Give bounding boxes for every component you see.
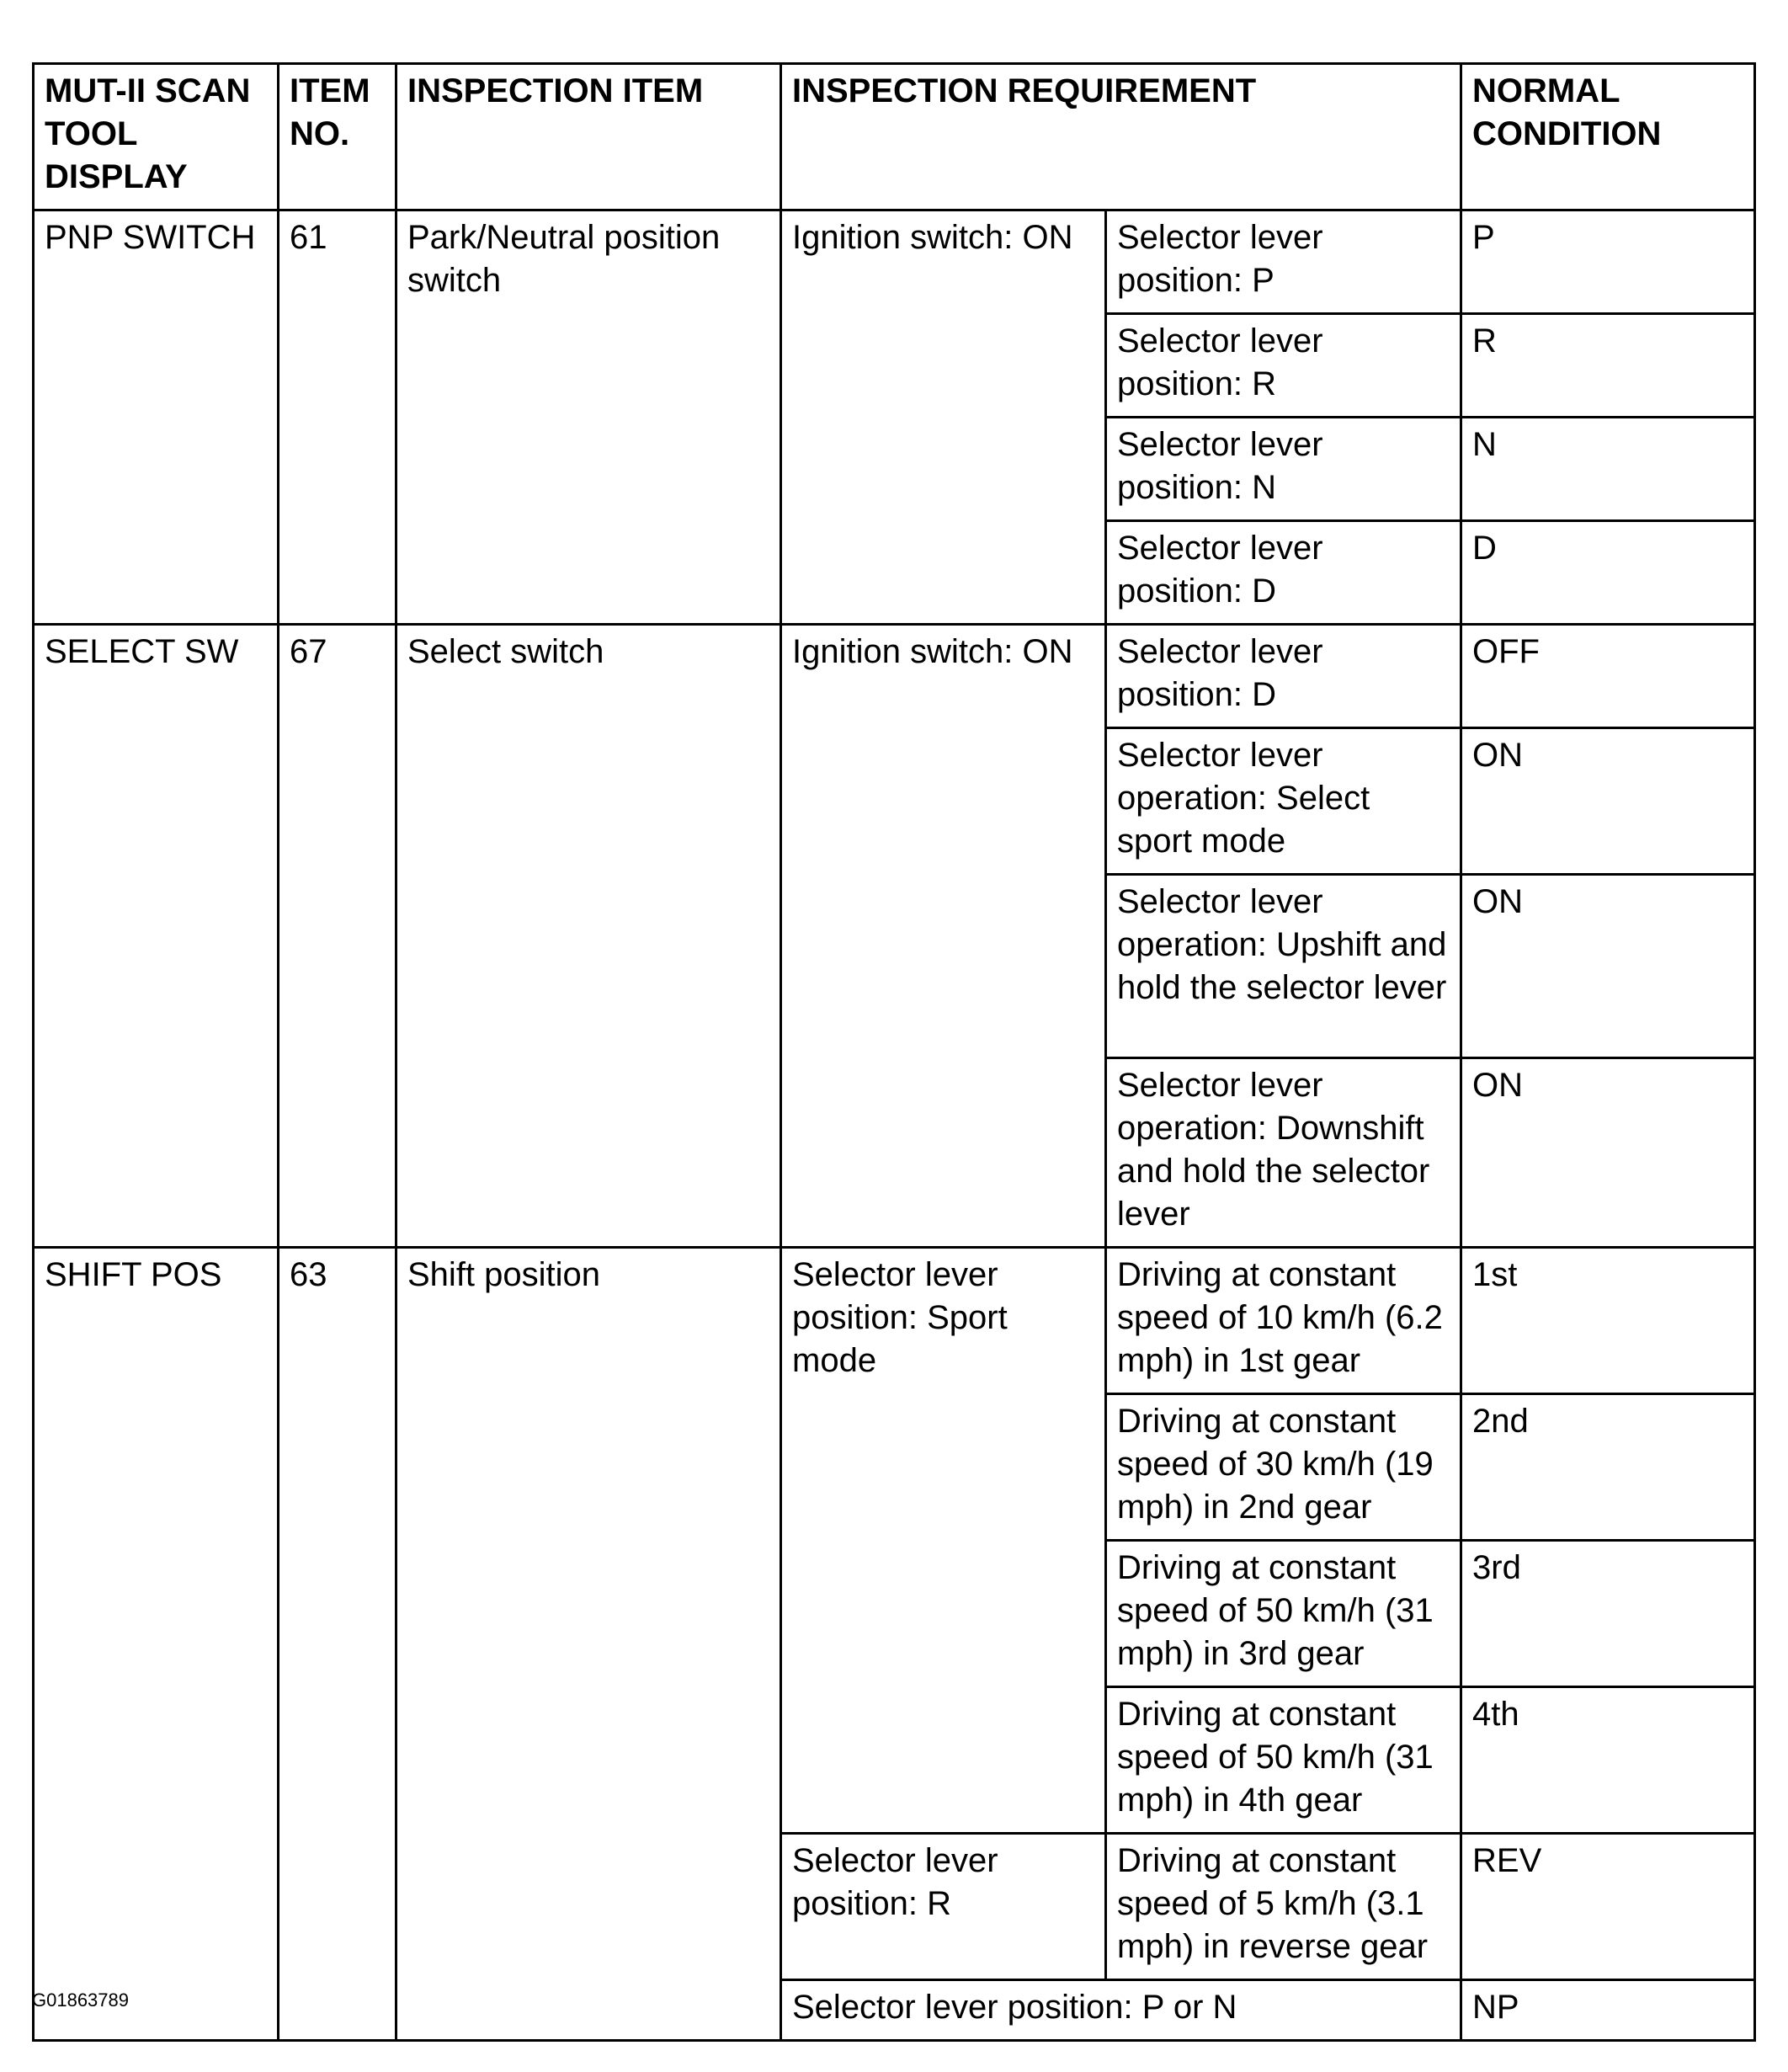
cell-inspection-item: Select switch [396, 625, 781, 1248]
cell-condition: Driving at constant speed of 50 km/h (31 mph) in 4th gear [1106, 1687, 1461, 1834]
cell-normal: REV [1461, 1834, 1755, 1980]
cell-condition: Selector lever operation: Downshift and hold the selector lever [1106, 1058, 1461, 1248]
cell-normal: OFF [1461, 625, 1755, 728]
header-inspection-item: INSPECTION ITEM [396, 64, 781, 210]
cell-condition: Driving at constant speed of 30 km/h (19 mph) in 2nd gear [1106, 1394, 1461, 1541]
cell-item-no: 67 [279, 625, 396, 1248]
cell-display: PNP SWITCH [34, 210, 279, 625]
table-row [34, 1248, 1755, 1394]
cell-requirement: Selector lever position: P or N [781, 1980, 1461, 2041]
table-row [34, 625, 1755, 728]
cell-inspection-item: Park/Neutral position switch [396, 210, 781, 625]
header-scan-tool-display: MUT-II SCAN TOOL DISPLAY [34, 64, 279, 210]
cell-condition: Driving at constant speed of 50 km/h (31 mph) in 3rd gear [1106, 1541, 1461, 1687]
cell-condition: Selector lever position: D [1106, 625, 1461, 728]
cell-inspection-item: Shift position [396, 1248, 781, 2041]
cell-condition: Selector lever position: D [1106, 521, 1461, 625]
cell-normal: NP [1461, 1980, 1755, 2041]
cell-condition: Selector lever position: R [1106, 314, 1461, 418]
table-row [34, 210, 1755, 314]
header-item-no: ITEM NO. [279, 64, 396, 210]
cell-requirement: Ignition switch: ON [781, 210, 1106, 625]
cell-normal: N [1461, 418, 1755, 521]
cell-normal: R [1461, 314, 1755, 418]
cell-normal: ON [1461, 728, 1755, 875]
cell-condition: Driving at constant speed of 5 km/h (3.1 mph) in reverse gear [1106, 1834, 1461, 1980]
cell-display: SHIFT POS [34, 1248, 279, 2041]
cell-normal: ON [1461, 1058, 1755, 1248]
cell-normal: D [1461, 521, 1755, 625]
cell-condition: Driving at constant speed of 10 km/h (6.2 mph) in 1st gear [1106, 1248, 1461, 1394]
inspection-table [32, 62, 1756, 2042]
cell-item-no: 63 [279, 1248, 396, 2041]
header-normal-condition: NORMAL CONDITION [1461, 64, 1755, 210]
cell-normal: P [1461, 210, 1755, 314]
cell-normal: 1st [1461, 1248, 1755, 1394]
cell-condition: Selector lever position: P [1106, 210, 1461, 314]
cell-normal: 4th [1461, 1687, 1755, 1834]
header-row [34, 64, 1755, 210]
cell-display: SELECT SW [34, 625, 279, 1248]
cell-normal: 2nd [1461, 1394, 1755, 1541]
cell-requirement: Ignition switch: ON [781, 625, 1106, 1248]
cell-condition: Selector lever position: N [1106, 418, 1461, 521]
cell-condition: Selector lever operation: Select sport mode [1106, 728, 1461, 875]
header-inspection-requirement: INSPECTION REQUIREMENT [781, 64, 1461, 210]
figure-id: G01863789 [32, 1989, 129, 2011]
cell-condition: Selector lever operation: Upshift and hold the selector lever [1106, 875, 1461, 1058]
cell-normal: ON [1461, 875, 1755, 1058]
cell-requirement: Selector lever position: Sport mode [781, 1248, 1106, 1834]
cell-item-no: 61 [279, 210, 396, 625]
cell-normal: 3rd [1461, 1541, 1755, 1687]
cell-requirement: Selector lever position: R [781, 1834, 1106, 1980]
